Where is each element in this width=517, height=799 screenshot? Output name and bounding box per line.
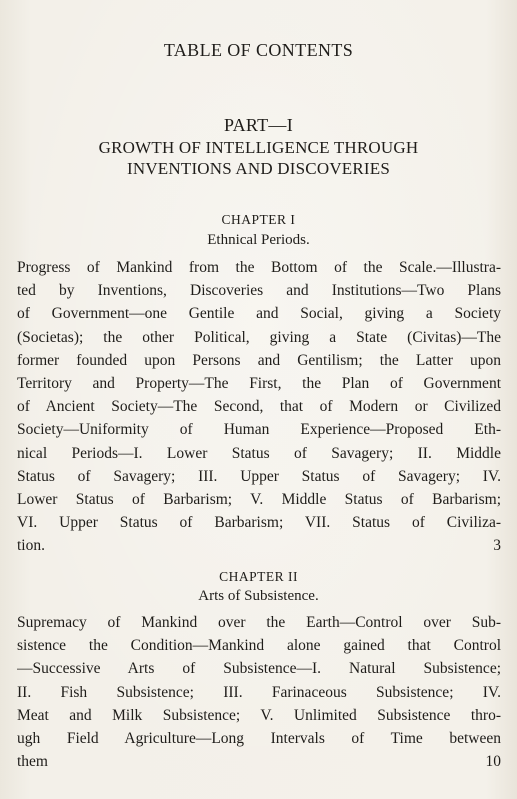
page-number: 10 bbox=[485, 753, 501, 771]
summary-line: Meat and Milk Subsistence; V. Unlimited Subsistence thro- bbox=[17, 706, 501, 724]
chapter-heading: CHAPTER II bbox=[219, 569, 298, 584]
part-heading: PART—I bbox=[223, 115, 294, 135]
part-title-line: INVENTIONS AND DISCOVERIES bbox=[126, 159, 391, 178]
summary-line: II. Fish Subsistence; III. Farinaceous Subsistence; IV. bbox=[17, 683, 501, 701]
summary-line: sistence the Condition—Mankind alone gained that Control bbox=[17, 637, 501, 655]
page-number: 3 bbox=[493, 537, 501, 555]
summary-line: nical Periods—I. Lower Status of Savagery; II. Middle bbox=[17, 444, 501, 462]
summary-line: tion. bbox=[17, 537, 45, 555]
summary-line: them bbox=[17, 753, 48, 771]
chapter-title: Ethnical Periods. bbox=[207, 232, 310, 248]
part-title bbox=[40, 137, 477, 179]
summary-line: of Ancient Society—The Second, that of Modern or Civilized bbox=[17, 398, 501, 416]
summary-line: Society—Uniformity of Human Experience—Proposed Eth- bbox=[17, 421, 501, 439]
chapter-summary bbox=[17, 611, 501, 773]
summary-line: Status of Savagery; III. Upper Status of Savagery; IV. bbox=[17, 467, 501, 485]
summary-line: former founded upon Persons and Gentilism; the Latter upon bbox=[17, 351, 501, 369]
summary-last-line bbox=[17, 750, 501, 773]
summary-line: VI. Upper Status of Barbarism; VII. Status of Civiliza- bbox=[17, 514, 501, 532]
summary-line: ugh Field Agriculture—Long Intervals of Time between bbox=[17, 729, 501, 747]
chapter-title: Arts of Subsistence. bbox=[198, 588, 319, 604]
summary-line: of Government—one Gentile and Social, giving a Society bbox=[17, 305, 501, 323]
chapter-heading: CHAPTER I bbox=[221, 212, 296, 227]
summary-line: ted by Inventions, Discoveries and Institutions—Two Plans bbox=[17, 282, 501, 300]
chapter-summary bbox=[17, 256, 501, 557]
summary-line: (Societas); the other Political, giving a State (Civitas)—The bbox=[17, 328, 501, 346]
summary-line: Progress of Mankind from the Bottom of the Scale.—Illustra- bbox=[17, 259, 501, 276]
summary-last-line bbox=[17, 534, 501, 557]
page-title: TABLE OF CONTENTS bbox=[163, 40, 354, 60]
summary-line: Lower Status of Barbarism; V. Middle Status of Barbarism; bbox=[17, 490, 501, 508]
summary-line: —Successive Arts of Subsistence—I. Natural Subsistence; bbox=[17, 660, 501, 678]
summary-line: Supremacy of Mankind over the Earth—Control over Sub- bbox=[17, 614, 501, 631]
part-title-line: GROWTH OF INTELLIGENCE THROUGH bbox=[98, 138, 419, 157]
summary-line: Territory and Property—The First, the Plan of Government bbox=[17, 374, 501, 392]
